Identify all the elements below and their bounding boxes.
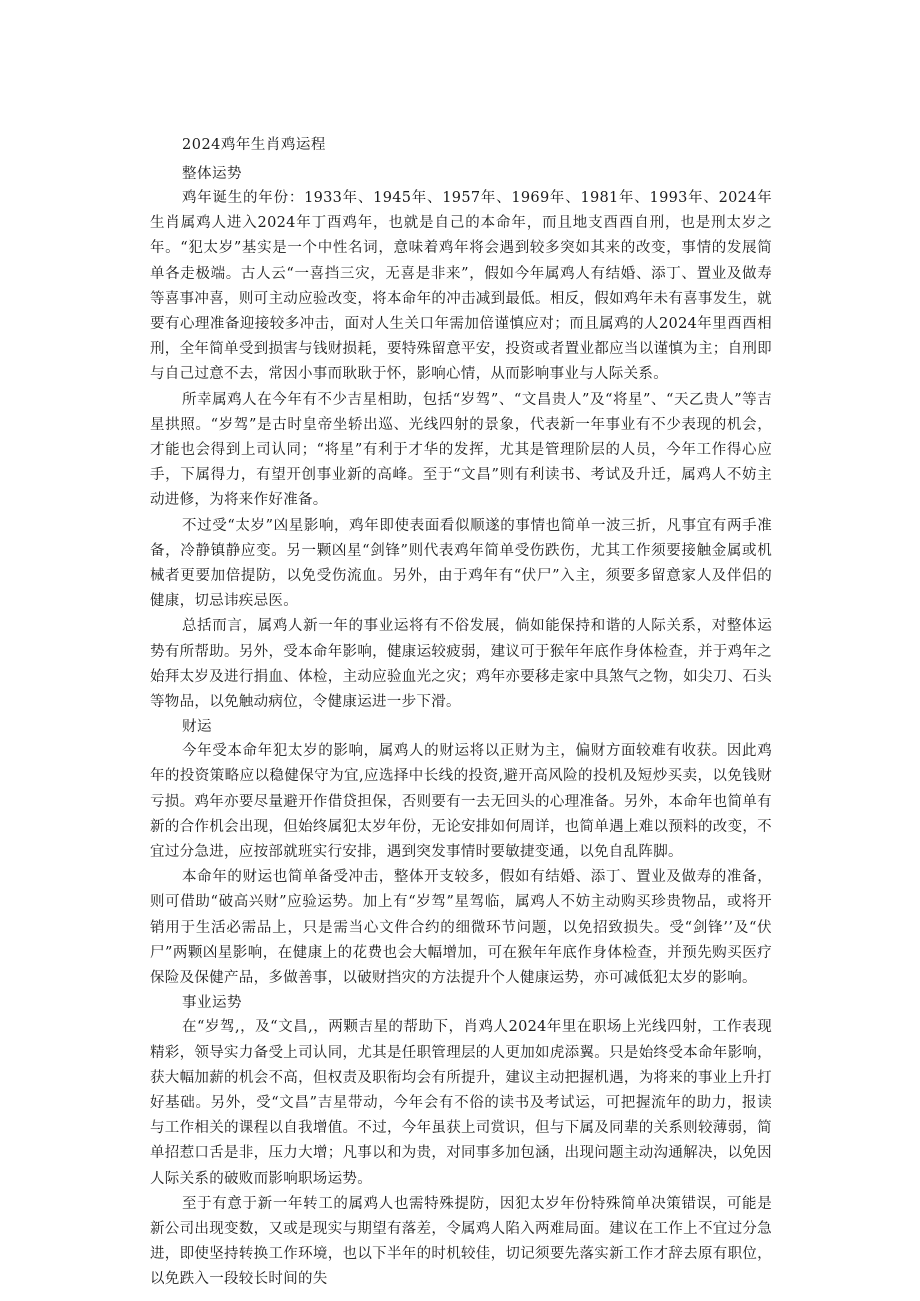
paragraph: 鸡年诞生的年份：1933年、1945年、1957年、1969年、1981年、1993年、2024年生肖属鸡人进入2024年丁酉鸡年，也就是自己的本命年，而且地支酉酉自刑，也是刑太岁之年。“犯太岁”基实是一个中性名词，意味着鸡年将会遇到较多突如其来的改变，事情的发展简单各走极端。古人云“一喜挡三灾，无喜是非来”，假如今年属鸡人有结婚、添丁、置业及做寿等喜事冲喜，则可主动应验改变，将本命年的冲击减到最低。相反，假如鸡年未有喜事发生，就要有心理准备迎接较多冲击，面对人生关口年需加倍谨慎应对；而且属鸡的人2024年里酉酉相刑，全年简单受到损害与钱财损耗，要特殊留意平安，投资或者置业都应当以谨慎为主；自刑即与自己过意不去，常因小事而耿耿于怀，影响心情，从而影响事业与人际关系。 (150, 190, 772, 383)
paragraph: 总括而言，属鸡人新一年的事业运将有不俗发展，倘如能保持和谐的人际关系，对整体运势有所帮助。另外，受本命年影响，健康运较疲弱，建议可于猴年年底作身体检查，并于鸡年之始拜太岁及进行捐血、体检，主动应验血光之灾；鸡年亦要移走家中具煞气之物，如尖刀、石头等物品，以免触动病位，令健康运进一步下滑。 (150, 618, 772, 711)
paragraph: 不过受“太岁”凶星影响，鸡年即使表面看似顺遂的事情也简单一波三折，凡事宜有两手准备，冷静镇静应变。另一颗凶星“剑锋”则代表鸡年简单受伤跌伤，尤其工作须要接触金属或机械者更要加倍提防，以免受伤流血。另外，由于鸡年有“伏尸”入主，须要多留意家人及伴侣的健康，切忌讳疾忌医。 (150, 517, 772, 610)
section-heading: 事业运势 (182, 995, 242, 1012)
section-heading: 财运 (182, 719, 212, 736)
section-heading: 整体运势 (182, 166, 242, 182)
paragraph: 在“岁驾,，及“文昌,，两颗吉星的帮助下，肖鸡人2024年里在职场上光线四射，工作表现精彩，领导实力备受上司认同，尤其是任职管理层的人更加如虎添翼。只是始终受本命年影响，获大幅加薪的机会不高，但权责及职衔均会有所提升，建议主动把握机遇，为将来的事业上升打好基础。另外，受“文昌”吉星带动，今年会有不俗的读书及考试运，可把握流年的助力，报读与工作相关的课程以自我增值。不过，今年虽获上司赏识，但与下属及同辈的关系则较薄弱，简单招惹口舌是非，压力大增；凡事以和为贵，对同事多加包涵，出现问题主动沟通解决，以免因人际关系的破败而影响职场运势。 (150, 1019, 772, 1187)
document-body (150, 133, 772, 1293)
document-title: 2024鸡年生肖鸡运程 (182, 137, 326, 153)
paragraph: 至于有意于新一年转工的属鸡人也需特殊提防，因犯太岁年份特殊简单决策错误，可能是新公司出现变数，又或是现实与期望有落差，令属鸡人陷入两难局面。建议在工作上不宜过分急进，即使坚持转换工作环境，也以下半年的时机较佳，切记须要先落实新工作才辞去原有职位，以免跌入一段较长时间的失 (150, 1195, 772, 1288)
paragraph: 本命年的财运也简单备受冲击，整体开支较多，假如有结婚、添丁、置业及做寿的准备，则可借助“破高兴财”应验运势。加上有“岁驾”星驾临，属鸡人不妨主动购买珍贵物品，或将开销用于生活必需品上，只是需当心文件合约的细微环节问题，以免招致损失。受“剑锋’’及“伏尸”两颗凶星影响，在健康上的花费也会大幅增加，可在猴年年底作身体检查，并预先购买医疗保险及保健产品，多做善事，以破财挡灾的方法提升个人健康运势，亦可减低犯太岁的影响。 (150, 869, 772, 987)
paragraph: 所幸属鸡人在今年有不少吉星相助，包括“岁驾”、“文昌贵人”及“将星”、“天乙贵人”等吉星拱照。“岁驾”是古时皇帝坐轿出巡、光线四射的景象，代表新一年事业有不少表现的机会，才能也会得到上司认同；“将星”有利于才华的发挥，尤其是管理阶层的人员，今年工作得心应手，下属得力，有望开创事业新的高峰。至于“文昌”则有利读书、考试及升迁，属鸡人不妨主动进修，为将来作好准备。 (150, 391, 772, 509)
paragraph: 今年受本命年犯太岁的影响，属鸡人的财运将以正财为主，偏财方面较难有收获。因此鸡年的投资策略应以稳健保守为宜,应选择中长线的投资,避开高风险的投机及短炒买卖，以免钱财亏损。鸡年亦要尽量避开作借贷担保，否则要有一去无回头的心理准备。另外，本命年也简单有新的合作机会出现，但始终属犯太岁年份，无论安排如何周详，也简单遇上难以预料的改变，不宜过分急进，应按部就班实行安排，遇到突发事情时要敏捷变通，以免自乱阵脚。 (150, 743, 772, 861)
section-career (150, 991, 772, 1292)
section-overall-fortune (150, 162, 772, 715)
section-wealth (150, 715, 772, 991)
